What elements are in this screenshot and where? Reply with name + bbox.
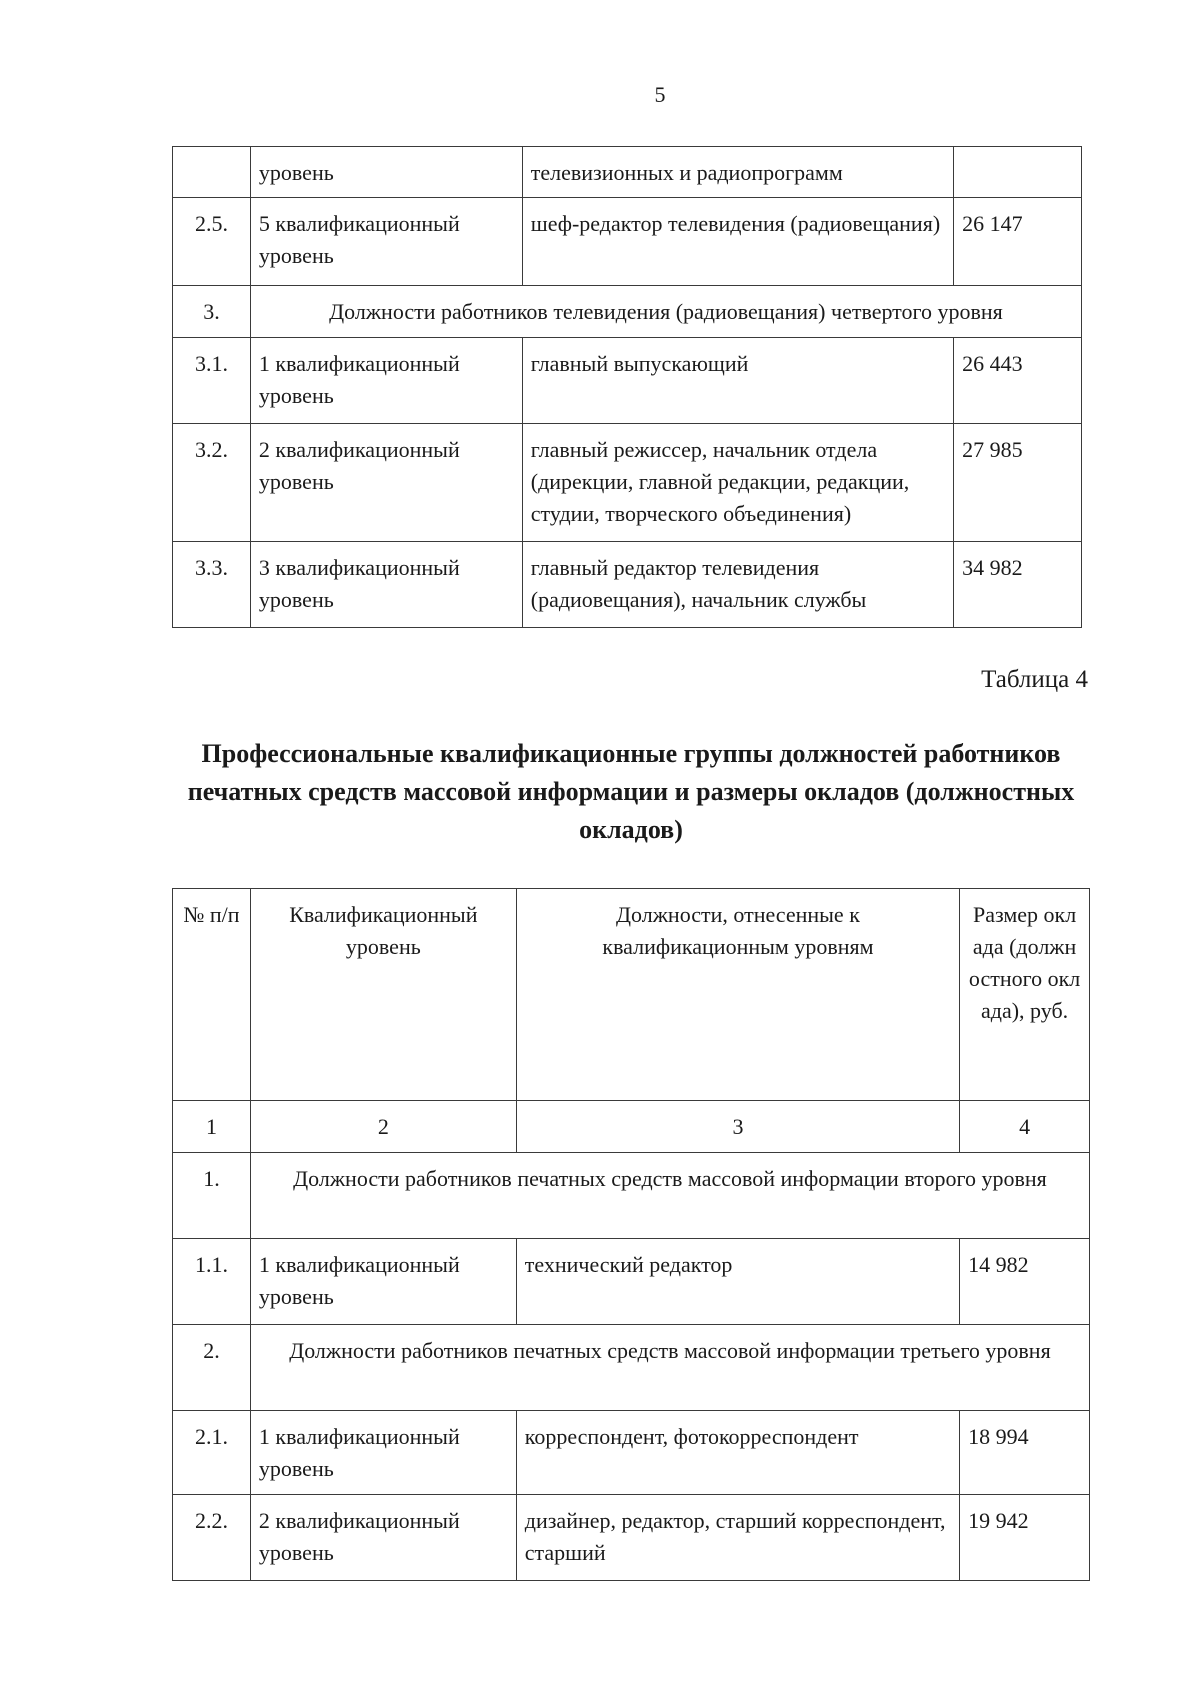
header-salary: Размер оклада (должностного оклада), руб. (960, 889, 1090, 1101)
row-level: 2 квалификационный уровень (250, 1495, 516, 1581)
table-row (173, 198, 1082, 286)
row-positions: дизайнер, редактор, старший корреспондент, старший (516, 1495, 959, 1581)
column-number: 4 (960, 1101, 1090, 1153)
group-number: 3. (173, 286, 251, 338)
table-3-continuation (172, 146, 1082, 628)
row-level: 5 квалификационный уровень (250, 198, 522, 286)
group-row (173, 1325, 1090, 1411)
table-row (173, 1411, 1090, 1495)
row-salary: 26 443 (954, 338, 1082, 424)
group-number: 1. (173, 1153, 251, 1239)
row-number: 2.5. (173, 198, 251, 286)
column-number-row (173, 1101, 1090, 1153)
row-level: уровень (250, 147, 522, 198)
row-level: 2 квалификационный уровень (250, 424, 522, 542)
row-number: 2.1. (173, 1411, 251, 1495)
group-title: Должности работников печатных средств массовой информации третьего уровня (250, 1325, 1089, 1411)
table-row (173, 338, 1082, 424)
table-row (173, 1239, 1090, 1325)
header-level: Квалификационный уровень (250, 889, 516, 1101)
row-salary: 19 942 (960, 1495, 1090, 1581)
table-4 (172, 888, 1090, 1581)
row-salary: 27 985 (954, 424, 1082, 542)
row-salary: 14 982 (960, 1239, 1090, 1325)
header-positions: Должности, отнесенные к квалификационным уровням (516, 889, 959, 1101)
row-positions: главный выпускающий (522, 338, 953, 424)
row-positions: корреспондент, фотокорреспондент (516, 1411, 959, 1495)
group-title: Должности работников телевидения (радиовещания) четвертого уровня (250, 286, 1081, 338)
table-caption: Таблица 4 (981, 666, 1088, 693)
column-number: 1 (173, 1101, 251, 1153)
row-salary (954, 147, 1082, 198)
group-title: Должности работников печатных средств массовой информации второго уровня (250, 1153, 1089, 1239)
table-row (173, 424, 1082, 542)
row-number (173, 147, 251, 198)
row-positions: телевизионных и радиопрограмм (522, 147, 953, 198)
row-salary: 34 982 (954, 542, 1082, 628)
row-number: 3.2. (173, 424, 251, 542)
row-number: 2.2. (173, 1495, 251, 1581)
group-row (173, 286, 1082, 338)
header-row (173, 889, 1090, 1101)
column-number: 2 (250, 1101, 516, 1153)
row-positions: технический редактор (516, 1239, 959, 1325)
row-positions: главный режиссер, начальник отдела (дирекции, главной редакции, редакции, студии, творческого объединения) (522, 424, 953, 542)
row-level: 1 квалификационный уровень (250, 338, 522, 424)
group-row (173, 1153, 1090, 1239)
page-number: 5 (654, 82, 666, 107)
row-positions: шеф-редактор телевидения (радиовещания) (522, 198, 953, 286)
row-salary: 18 994 (960, 1411, 1090, 1495)
column-number: 3 (516, 1101, 959, 1153)
group-number: 2. (173, 1325, 251, 1411)
row-number: 3.3. (173, 542, 251, 628)
row-number: 3.1. (173, 338, 251, 424)
row-level: 1 квалификационный уровень (250, 1411, 516, 1495)
row-number: 1.1. (173, 1239, 251, 1325)
table-row (173, 542, 1082, 628)
row-level: 3 квалификационный уровень (250, 542, 522, 628)
row-salary: 26 147 (954, 198, 1082, 286)
header-num: № п/п (173, 889, 251, 1101)
row-level: 1 квалификационный уровень (250, 1239, 516, 1325)
table-row (173, 1495, 1090, 1581)
table-title: Профессиональные квалификационные группы должностей работников печатных средств массовой информации и размеры окладов (должностных окладов) (187, 739, 1075, 844)
row-positions: главный редактор телевидения (радиовещания), начальник службы (522, 542, 953, 628)
table-row (173, 147, 1082, 198)
